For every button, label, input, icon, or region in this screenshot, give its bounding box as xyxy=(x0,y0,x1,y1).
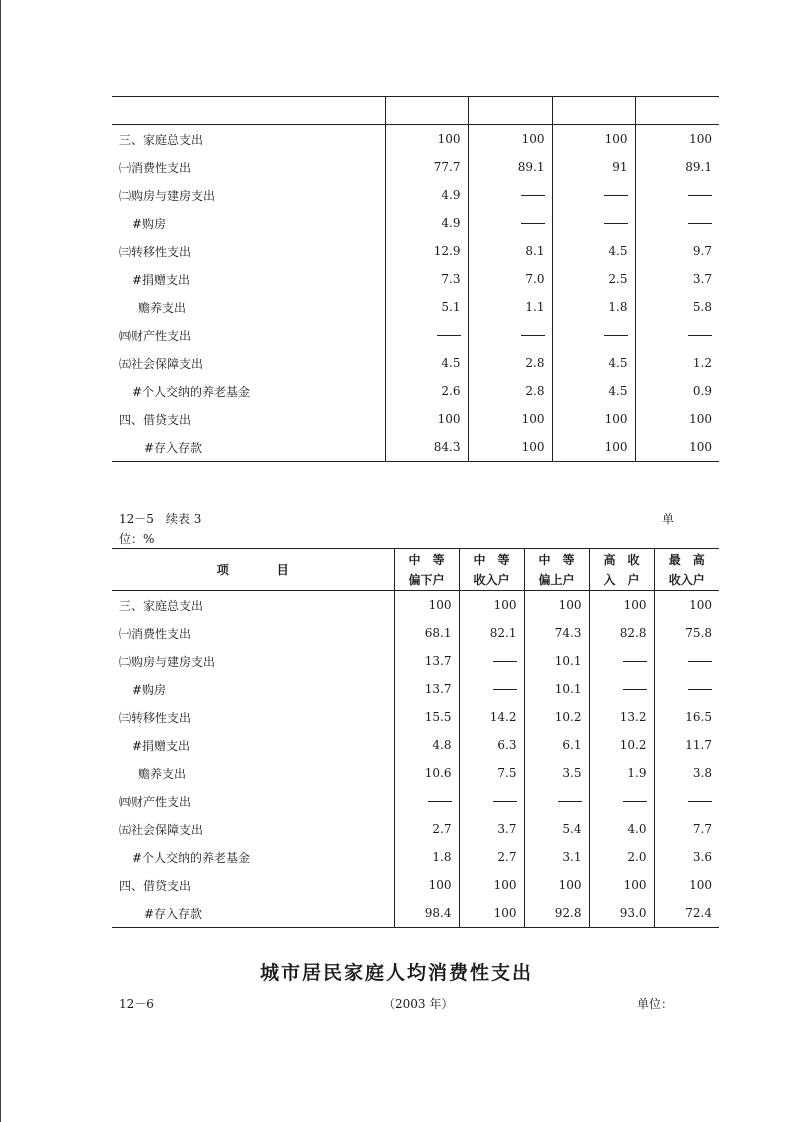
row-label: 三、家庭总支出 xyxy=(119,598,204,613)
value-cell: 2.8 xyxy=(468,377,552,405)
value-cell: 100 xyxy=(468,433,552,462)
row-label: ㈤社会保障支出 xyxy=(119,822,204,837)
value-cell: 5.4 xyxy=(524,815,589,843)
dash-mark xyxy=(437,335,461,336)
table-row xyxy=(112,209,719,237)
value-cell: 2.8 xyxy=(468,349,552,377)
value-cell: 4.5 xyxy=(385,349,468,377)
row-label: #个人交纳的养老基金 xyxy=(132,850,251,865)
value-cell: 2.5 xyxy=(552,265,635,293)
table-code: 12－6 xyxy=(119,997,154,1011)
dash-cell xyxy=(654,787,719,815)
dash-cell xyxy=(589,647,654,675)
table-row xyxy=(112,703,719,731)
value-cell: 3.1 xyxy=(524,843,589,871)
value-cell: 100 xyxy=(589,591,654,620)
value-cell: 7.3 xyxy=(385,265,468,293)
row-label: #存入存款 xyxy=(144,906,203,921)
table-row xyxy=(112,647,719,675)
value-cell: 82.1 xyxy=(459,619,524,647)
value-cell: 4.9 xyxy=(385,181,468,209)
value-cell: 3.5 xyxy=(524,759,589,787)
value-cell: 89.1 xyxy=(635,153,719,181)
value-cell: 1.8 xyxy=(394,843,459,871)
value-cell: 2.0 xyxy=(589,843,654,871)
dash-cell xyxy=(589,675,654,703)
row-label: #个人交纳的养老基金 xyxy=(132,384,251,399)
value-cell: 75.8 xyxy=(654,619,719,647)
row-label: #捐赠支出 xyxy=(132,272,191,287)
dash-mark xyxy=(623,689,647,690)
value-cell: 7.0 xyxy=(468,265,552,293)
dash-mark xyxy=(493,689,517,690)
dash-mark xyxy=(688,801,712,802)
dash-cell xyxy=(552,209,635,237)
table-row xyxy=(112,125,719,154)
dash-cell xyxy=(459,787,524,815)
value-cell: 100 xyxy=(635,433,719,462)
value-cell: 4.5 xyxy=(552,377,635,405)
header-cell-blank xyxy=(112,97,385,125)
dash-cell xyxy=(635,209,719,237)
table-row xyxy=(112,153,719,181)
header-cell-blank xyxy=(635,97,719,125)
dash-mark xyxy=(493,661,517,662)
table-header-row xyxy=(112,549,719,591)
item-header: 项 目 xyxy=(112,549,394,591)
value-cell: 100 xyxy=(468,405,552,433)
value-cell: 77.7 xyxy=(385,153,468,181)
table-row xyxy=(112,731,719,759)
header-cell-blank xyxy=(468,97,552,125)
value-cell: 7.7 xyxy=(654,815,719,843)
value-cell: 1.1 xyxy=(468,293,552,321)
row-label: 三、家庭总支出 xyxy=(119,132,204,147)
value-cell: 100 xyxy=(524,871,589,899)
section-title: 城市居民家庭人均消费性支出 xyxy=(259,962,533,984)
dash-cell xyxy=(552,181,635,209)
row-label: ㈡购房与建房支出 xyxy=(119,188,216,203)
value-cell: 12.9 xyxy=(385,237,468,265)
value-cell: 100 xyxy=(552,433,635,462)
column-header: 中 等 偏下户 xyxy=(394,549,459,591)
row-label: ㈤社会保障支出 xyxy=(119,356,204,371)
table-row xyxy=(112,181,719,209)
table-row xyxy=(112,405,719,433)
value-cell: 100 xyxy=(635,405,719,433)
dash-mark xyxy=(688,661,712,662)
dash-mark xyxy=(604,335,628,336)
table-row xyxy=(112,377,719,405)
value-cell: 1.2 xyxy=(635,349,719,377)
row-label: ㈠消费性支出 xyxy=(119,626,192,641)
dash-mark xyxy=(688,223,712,224)
dash-cell xyxy=(524,787,589,815)
value-cell: 8.1 xyxy=(468,237,552,265)
value-cell: 1.9 xyxy=(589,759,654,787)
value-cell: 2.7 xyxy=(459,843,524,871)
dash-cell xyxy=(385,321,468,349)
row-label: 赡养支出 xyxy=(138,300,187,315)
row-label: #捐赠支出 xyxy=(132,738,191,753)
value-cell: 72.4 xyxy=(654,899,719,928)
value-cell: 100 xyxy=(385,405,468,433)
column-header: 中 等 偏上户 xyxy=(524,549,589,591)
value-cell: 13.7 xyxy=(394,675,459,703)
value-cell: 68.1 xyxy=(394,619,459,647)
table-row xyxy=(112,265,719,293)
value-cell: 14.2 xyxy=(459,703,524,731)
table-row xyxy=(112,293,719,321)
table-top-continuation xyxy=(112,96,719,462)
table-row xyxy=(112,591,719,620)
dash-cell xyxy=(589,787,654,815)
value-cell: 98.4 xyxy=(394,899,459,928)
row-label: ㈢转移性支出 xyxy=(119,244,192,259)
page-left-edge xyxy=(0,0,1,1122)
table-row xyxy=(112,619,719,647)
value-cell: 5.8 xyxy=(635,293,719,321)
row-label: ㈠消费性支出 xyxy=(119,160,192,175)
value-cell: 16.5 xyxy=(654,703,719,731)
dash-cell xyxy=(654,647,719,675)
dash-cell xyxy=(468,321,552,349)
row-label: 赡养支出 xyxy=(138,766,187,781)
value-cell: 10.1 xyxy=(524,647,589,675)
value-cell: 100 xyxy=(385,125,468,154)
dash-mark xyxy=(428,801,452,802)
table-row xyxy=(112,349,719,377)
value-cell: 4.9 xyxy=(385,209,468,237)
value-cell: 100 xyxy=(654,871,719,899)
row-label: ㈣财产性支出 xyxy=(119,794,192,809)
dash-mark xyxy=(604,223,628,224)
column-header: 高 收 入 户 xyxy=(589,549,654,591)
value-cell: 15.5 xyxy=(394,703,459,731)
value-cell: 4.0 xyxy=(589,815,654,843)
value-cell: 100 xyxy=(654,591,719,620)
value-cell: 100 xyxy=(589,871,654,899)
header-cell-blank xyxy=(385,97,468,125)
value-cell: 3.7 xyxy=(459,815,524,843)
value-cell: 4.5 xyxy=(552,237,635,265)
value-cell: 2.7 xyxy=(394,815,459,843)
dash-mark xyxy=(521,223,545,224)
dash-cell xyxy=(654,675,719,703)
row-label: 四、借贷支出 xyxy=(119,878,192,893)
table-row xyxy=(112,675,719,703)
value-cell: 10.6 xyxy=(394,759,459,787)
dash-cell xyxy=(468,181,552,209)
dash-cell xyxy=(459,647,524,675)
value-cell: 2.6 xyxy=(385,377,468,405)
table-row xyxy=(112,843,719,871)
value-cell: 11.7 xyxy=(654,731,719,759)
unit-caption-part2: 位：% xyxy=(119,532,155,546)
table-code-caption: 12－5 续表 3 xyxy=(119,512,202,526)
value-cell: 13.7 xyxy=(394,647,459,675)
dash-cell xyxy=(394,787,459,815)
value-cell: 3.8 xyxy=(654,759,719,787)
table-row xyxy=(112,815,719,843)
value-cell: 74.3 xyxy=(524,619,589,647)
table-row xyxy=(112,237,719,265)
value-cell: 5.1 xyxy=(385,293,468,321)
table-row xyxy=(112,759,719,787)
value-cell: 10.2 xyxy=(524,703,589,731)
dash-mark xyxy=(493,801,517,802)
value-cell: 100 xyxy=(459,591,524,620)
row-label: #购房 xyxy=(132,682,167,697)
value-cell: 93.0 xyxy=(589,899,654,928)
row-label: 四、借贷支出 xyxy=(119,412,192,427)
value-cell: 82.8 xyxy=(589,619,654,647)
value-cell: 10.2 xyxy=(589,731,654,759)
value-cell: 100 xyxy=(552,125,635,154)
value-cell: 4.5 xyxy=(552,349,635,377)
table-header-row xyxy=(112,97,719,125)
table-row xyxy=(112,321,719,349)
dash-cell xyxy=(552,321,635,349)
value-cell: 100 xyxy=(635,125,719,154)
value-cell: 10.1 xyxy=(524,675,589,703)
value-cell: 84.3 xyxy=(385,433,468,462)
dash-cell xyxy=(459,675,524,703)
dash-mark xyxy=(623,801,647,802)
value-cell: 92.8 xyxy=(524,899,589,928)
value-cell: 91 xyxy=(552,153,635,181)
unit-caption-part1: 单 xyxy=(662,512,675,526)
dash-cell xyxy=(635,181,719,209)
dash-mark xyxy=(688,689,712,690)
dash-mark xyxy=(558,801,582,802)
value-cell: 0.9 xyxy=(635,377,719,405)
column-header: 最 高 收入户 xyxy=(654,549,719,591)
value-cell: 4.8 xyxy=(394,731,459,759)
dash-mark xyxy=(688,335,712,336)
row-label: ㈢转移性支出 xyxy=(119,710,192,725)
value-cell: 100 xyxy=(468,125,552,154)
header-cell-blank xyxy=(552,97,635,125)
value-cell: 13.2 xyxy=(589,703,654,731)
dash-mark xyxy=(604,195,628,196)
table-row xyxy=(112,433,719,462)
dash-mark xyxy=(521,335,545,336)
value-cell: 100 xyxy=(524,591,589,620)
row-label: ㈡购房与建房支出 xyxy=(119,654,216,669)
value-cell: 6.1 xyxy=(524,731,589,759)
dash-cell xyxy=(635,321,719,349)
value-cell: 100 xyxy=(459,899,524,928)
table-continued-3 xyxy=(112,548,719,928)
value-cell: 7.5 xyxy=(459,759,524,787)
dash-cell xyxy=(468,209,552,237)
value-cell: 100 xyxy=(394,871,459,899)
value-cell: 6.3 xyxy=(459,731,524,759)
value-cell: 100 xyxy=(394,591,459,620)
row-label: ㈣财产性支出 xyxy=(119,328,192,343)
value-cell: 89.1 xyxy=(468,153,552,181)
unit-caption: 单位： xyxy=(637,997,674,1011)
row-label: #购房 xyxy=(132,216,167,231)
value-cell: 100 xyxy=(459,871,524,899)
row-label: #存入存款 xyxy=(144,440,203,455)
year-caption: （2003 年） xyxy=(383,997,454,1011)
value-cell: 100 xyxy=(552,405,635,433)
value-cell: 3.6 xyxy=(654,843,719,871)
dash-mark xyxy=(688,195,712,196)
table-row xyxy=(112,871,719,899)
table-row xyxy=(112,899,719,928)
value-cell: 9.7 xyxy=(635,237,719,265)
column-header: 中 等 收入户 xyxy=(459,549,524,591)
dash-mark xyxy=(521,195,545,196)
value-cell: 3.7 xyxy=(635,265,719,293)
dash-mark xyxy=(623,661,647,662)
table-row xyxy=(112,787,719,815)
value-cell: 1.8 xyxy=(552,293,635,321)
